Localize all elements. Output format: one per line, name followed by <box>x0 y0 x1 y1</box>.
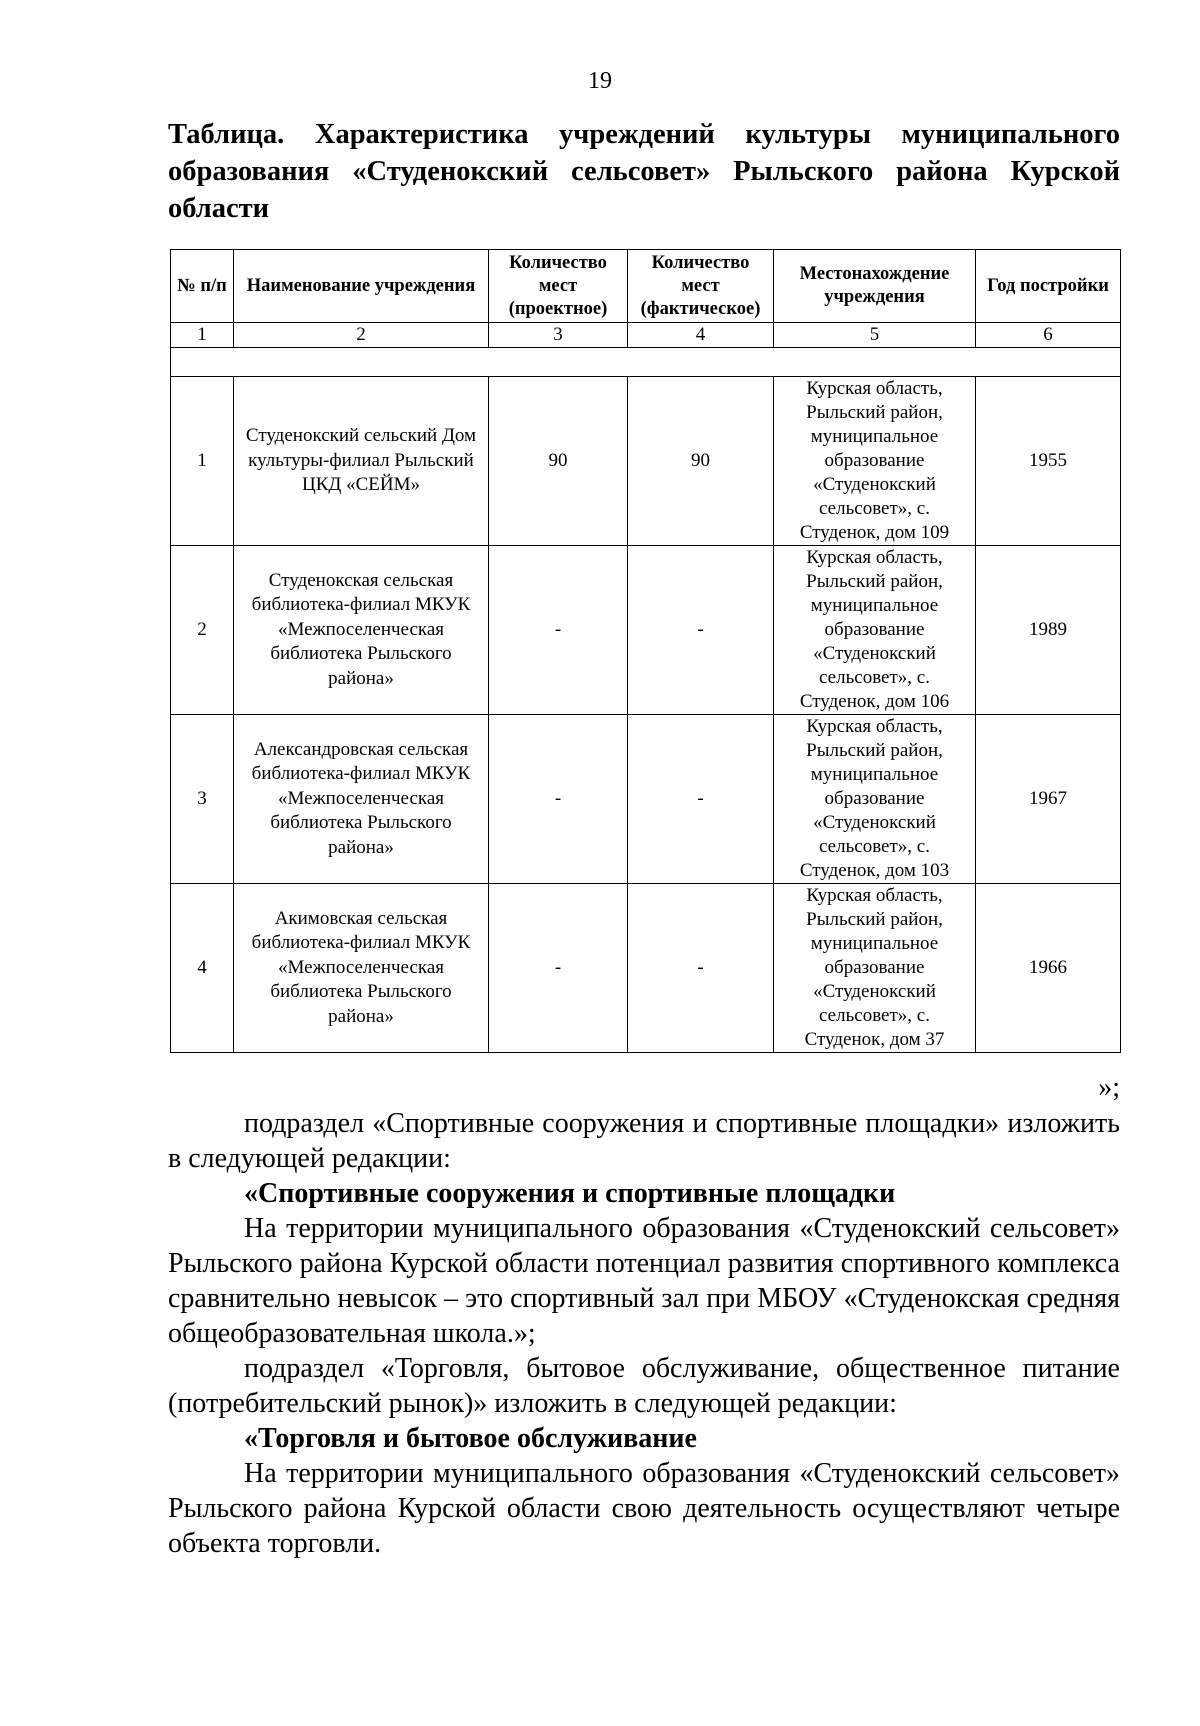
column-number: 6 <box>976 323 1121 348</box>
heading-sports: «Спортивные сооружения и спортивные площадки <box>244 1178 896 1209</box>
cell-name: Александровская сельская библиотека-филиал МКУК «Межпоселенческая библиотека Рыльского района» <box>234 715 489 884</box>
cell-number: 4 <box>171 884 234 1053</box>
cell-year: 1955 <box>976 377 1121 546</box>
column-number: 1 <box>171 323 234 348</box>
cell-number: 1 <box>171 377 234 546</box>
paragraph-sports-body: На территории муниципального образования «Студенокский сельсовет» Рыльского района Курской области потенциал развития спортивного комплекса сравнительно невысок – это спортивный зал при МБОУ «Студенокская средняя общеобразовательная школа.»; <box>168 1213 1120 1349</box>
table-row <box>171 377 1121 546</box>
paragraph-trade-intro: подраздел «Торговля, бытовое обслуживание, общественное питание (потребительский рынок)» изложить в следующей редакции: <box>168 1353 1120 1419</box>
cell-design-places: - <box>489 715 628 884</box>
page-number: 19 <box>588 68 612 94</box>
cell-number: 2 <box>171 546 234 715</box>
cell-year: 1966 <box>976 884 1121 1053</box>
header-year: Год постройки <box>976 250 1121 323</box>
column-number: 4 <box>628 323 774 348</box>
table-header-row <box>171 250 1121 323</box>
culture-institutions-table <box>170 249 1121 1053</box>
cell-name: Студенокский сельский Дом культуры-филиал Рыльский ЦКД «СЕЙМ» <box>234 377 489 546</box>
heading-trade: «Торговля и бытовое обслуживание <box>244 1423 697 1454</box>
table-title: Таблица. Характеристика учреждений культуры муниципального образования «Студенокский сельсовет» Рыльского района Курской области <box>168 119 1120 224</box>
cell-number: 3 <box>171 715 234 884</box>
cell-name: Студенокская сельская библиотека-филиал МКУК «Межпоселенческая библиотека Рыльского района» <box>234 546 489 715</box>
header-design-places: Количество мест (проектное) <box>489 250 628 323</box>
header-name: Наименование учреждения <box>234 250 489 323</box>
table-row <box>171 715 1121 884</box>
cell-design-places: 90 <box>489 377 628 546</box>
cell-design-places: - <box>489 546 628 715</box>
column-number-row <box>171 323 1121 348</box>
cell-actual-places: - <box>628 546 774 715</box>
cell-actual-places: - <box>628 715 774 884</box>
header-location: Местонахождение учреждения <box>774 250 976 323</box>
cell-location: Курская область, Рыльский район, муниципальное образование «Студенокский сельсовет», с. Студенок, дом 109 <box>774 377 976 546</box>
column-number: 3 <box>489 323 628 348</box>
cell-actual-places: - <box>628 884 774 1053</box>
cell-year: 1989 <box>976 546 1121 715</box>
paragraph-trade-body: На территории муниципального образования «Студенокский сельсовет» Рыльского района Курской области свою деятельность осуществляют четыре объекта торговли. <box>168 1458 1120 1559</box>
cell-actual-places: 90 <box>628 377 774 546</box>
cell-year: 1967 <box>976 715 1121 884</box>
column-number: 2 <box>234 323 489 348</box>
header-actual-places: Количество мест (фактическое) <box>628 250 774 323</box>
cell-location: Курская область, Рыльский район, муниципальное образование «Студенокский сельсовет», с. Студенок, дом 103 <box>774 715 976 884</box>
cell-location: Курская область, Рыльский район, муниципальное образование «Студенокский сельсовет», с. Студенок, дом 37 <box>774 884 976 1053</box>
paragraph-sports-intro: подраздел «Спортивные сооружения и спортивные площадки» изложить в следующей редакции: <box>168 1108 1120 1174</box>
table-row <box>171 884 1121 1053</box>
closing-quote: »; <box>1098 1072 1120 1103</box>
header-number: № п/п <box>171 250 234 323</box>
cell-design-places: - <box>489 884 628 1053</box>
table-row <box>171 546 1121 715</box>
column-number: 5 <box>774 323 976 348</box>
empty-cell <box>171 348 1121 377</box>
cell-location: Курская область, Рыльский район, муниципальное образование «Студенокский сельсовет», с. Студенок, дом 106 <box>774 546 976 715</box>
empty-row <box>171 348 1121 377</box>
cell-name: Акимовская сельская библиотека-филиал МКУК «Межпоселенческая библиотека Рыльского района» <box>234 884 489 1053</box>
